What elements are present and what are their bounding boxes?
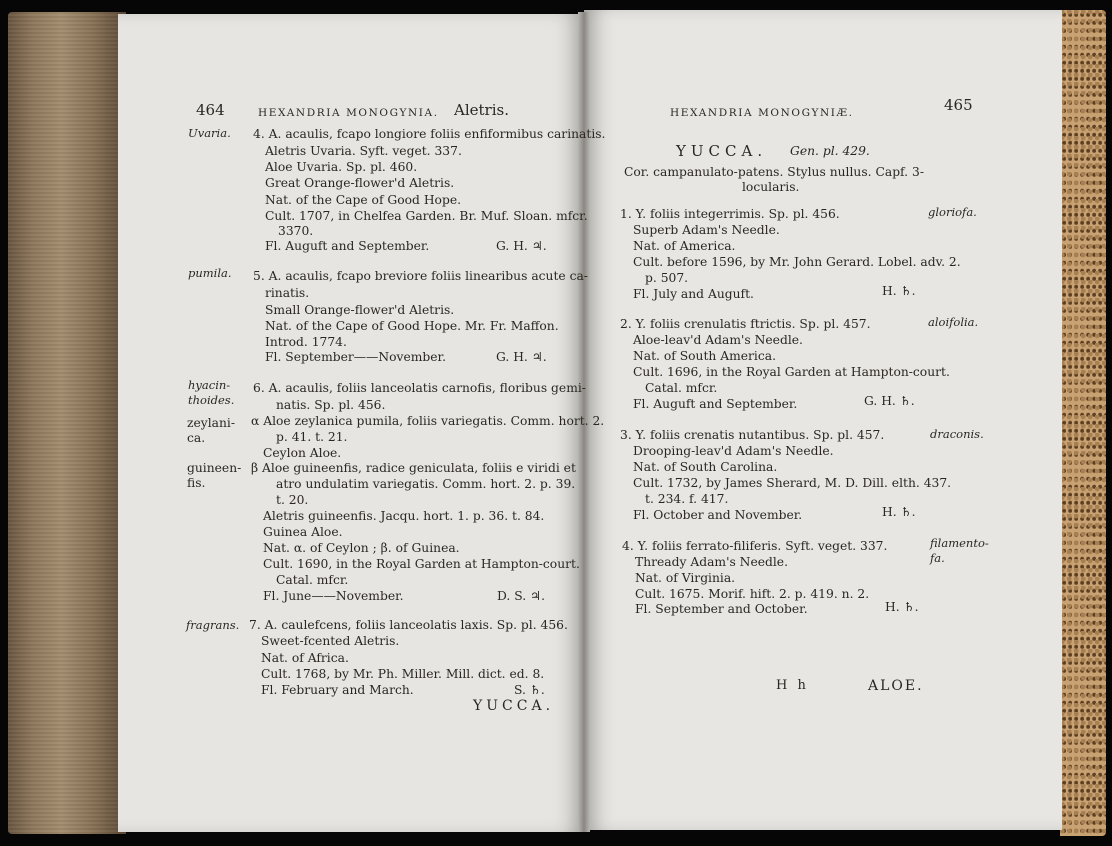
book-edge-right <box>1060 10 1106 836</box>
entry-line: 2. Y. foliis crenulatis ftrictis. Sp. pl. 457. <box>620 317 871 331</box>
flowering-line: Fl. Auguft and September. <box>265 239 430 253</box>
margin-label: fragrans. <box>186 618 240 632</box>
habitat-symbol: S. ♄. <box>514 683 545 697</box>
entry-line: Cult. 1768, by Mr. Ph. Miller. Mill. dict. ed. 8. <box>261 667 545 681</box>
page-number: 465 <box>944 96 973 114</box>
catch-word: YUCCA. <box>473 698 555 714</box>
entry-line: t. 234. f. 417. <box>645 492 729 506</box>
entry-line: Nat. of South Carolina. <box>633 460 778 474</box>
entry-line: Nat. of Africa. <box>261 651 349 665</box>
entry-line: 7. A. caulefcens, foliis lanceolatis laxis. Sp. pl. 456. <box>249 618 568 632</box>
entry-line: Aletris Uvaria. Syft. veget. 337. <box>265 144 462 158</box>
margin-label: Uvaria. <box>188 126 231 140</box>
flowering-line: Fl. October and November. <box>633 508 803 522</box>
catch-word: ALOE. <box>868 678 924 694</box>
flowering-line: Fl. September——November. <box>265 350 446 364</box>
flowering-line: Fl. September and October. <box>635 602 808 616</box>
margin-label: pumila. <box>188 266 232 280</box>
entry-line: α Aloe zeylanica pumila, foliis variegatis. Comm. hort. 2. <box>251 414 605 428</box>
entry-line: Cult. 1675. Morif. hift. 2. p. 419. n. 2. <box>635 587 870 601</box>
entry-line: Ceylon Aloe. <box>263 446 342 460</box>
entry-line: Catal. mfcr. <box>276 573 349 587</box>
entry-line: 3. Y. foliis crenatis nutantibus. Sp. pl. 457. <box>620 428 885 442</box>
margin-label: aloifolia. <box>928 315 979 329</box>
flowering-line: Fl. June——November. <box>263 589 404 603</box>
flowering-line: Fl. Auguft and September. <box>633 397 798 411</box>
entry-line: p. 507. <box>645 271 689 285</box>
habitat-symbol: G. H. ♃. <box>496 239 547 253</box>
entry-line: Cult. before 1596, by Mr. John Gerard. Lobel. adv. 2. <box>633 255 961 269</box>
entry-line: 3370. <box>278 224 314 238</box>
entry-line: rinatis. <box>265 286 310 300</box>
genus-reference: Gen. pl. 429. <box>790 144 870 158</box>
margin-label: draconis. <box>930 427 984 441</box>
flowering-line: Fl. July and Auguft. <box>633 287 754 301</box>
entry-line: Catal. mfcr. <box>645 381 718 395</box>
running-header: HEXANDRIA MONOGYNIÆ. <box>670 107 854 119</box>
entry-line: Nat. α. of Ceylon ; β. of Guinea. <box>263 541 460 555</box>
margin-label: hyacin- <box>188 378 231 392</box>
entry-line: Cult. 1696, in the Royal Garden at Hampton-court. <box>633 365 950 379</box>
right-page <box>584 10 1062 830</box>
entry-line: Cult. 1690, in the Royal Garden at Hampton-court. <box>263 557 580 571</box>
margin-label: thoides. <box>188 393 235 407</box>
margin-label: ca. <box>187 431 206 445</box>
margin-label: filamento- <box>930 536 989 550</box>
generic-character: Cor. campanulato-patens. Stylus nullus. Capf. 3- <box>624 165 924 179</box>
entry-line: Nat. of South America. <box>633 349 776 363</box>
habitat-symbol: G. H. ♄. <box>864 394 915 408</box>
entry-line: p. 41. t. 21. <box>276 430 348 444</box>
entry-line: Introd. 1774. <box>265 335 347 349</box>
habitat-symbol: H. ♄. <box>882 505 916 519</box>
entry-line: t. 20. <box>276 493 309 507</box>
genus-title: YUCCA. <box>676 142 768 160</box>
entry-line: Nat. of Virginia. <box>635 571 736 585</box>
book-edge-left <box>8 12 126 834</box>
signature-mark: H h <box>776 678 809 693</box>
entry-line: Small Orange-flower'd Aletris. <box>265 303 455 317</box>
entry-line: Drooping-leav'd Adam's Needle. <box>633 444 834 458</box>
habitat-symbol: G. H. ♃. <box>496 350 547 364</box>
running-header-genus: Aletris. <box>454 101 509 119</box>
margin-label: guineen- <box>187 461 242 475</box>
habitat-symbol: H. ♄. <box>882 284 916 298</box>
entry-line: 4. A. acaulis, fcapo longiore foliis enfiformibus carinatis. <box>253 127 606 141</box>
entry-line: Nat. of America. <box>633 239 736 253</box>
margin-label: gloriofa. <box>928 205 977 219</box>
entry-line: Great Orange-flower'd Aletris. <box>265 176 455 190</box>
entry-line: 1. Y. foliis integerrimis. Sp. pl. 456. <box>620 207 840 221</box>
entry-line: Nat. of the Cape of Good Hope. Mr. Fr. Maffon. <box>265 319 559 333</box>
entry-line: Aloe Uvaria. Sp. pl. 460. <box>265 160 418 174</box>
entry-line: Cult. 1707, in Chelfea Garden. Br. Muf. Sloan. mfcr. <box>265 209 588 223</box>
entry-line: natis. Sp. pl. 456. <box>276 398 386 412</box>
entry-line: Guinea Aloe. <box>263 525 343 539</box>
entry-line: β Aloe guineenfis, radice geniculata, foliis e viridi et <box>251 461 576 475</box>
entry-line: Thready Adam's Needle. <box>635 555 788 569</box>
entry-line: Aletris guineenfis. Jacqu. hort. 1. p. 36. t. 84. <box>263 509 545 523</box>
entry-line: 4. Y. foliis ferrato-filiferis. Syft. veget. 337. <box>622 539 888 553</box>
margin-label: zeylani- <box>187 416 235 430</box>
margin-label: fa. <box>930 551 945 565</box>
entry-line: 6. A. acaulis, foliis lanceolatis carnofis, floribus gemi- <box>253 381 586 395</box>
habitat-symbol: D. S. ♃. <box>497 589 545 603</box>
generic-character: locularis. <box>742 180 800 194</box>
entry-line: atro undulatim variegatis. Comm. hort. 2. p. 39. <box>276 477 576 491</box>
margin-label: fis. <box>187 476 206 490</box>
running-header: HEXANDRIA MONOGYNIA. <box>258 107 439 119</box>
entry-line: Aloe-leav'd Adam's Needle. <box>633 333 803 347</box>
entry-line: Cult. 1732, by James Sherard, M. D. Dill. elth. 437. <box>633 476 952 490</box>
entry-line: 5. A. acaulis, fcapo breviore foliis linearibus acute ca- <box>253 269 588 283</box>
entry-line: Superb Adam's Needle. <box>633 223 780 237</box>
page-number: 464 <box>196 101 225 119</box>
entry-line: Nat. of the Cape of Good Hope. <box>265 193 462 207</box>
flowering-line: Fl. February and March. <box>261 683 414 697</box>
habitat-symbol: H. ♄. <box>885 600 919 614</box>
entry-line: Sweet-fcented Aletris. <box>261 634 400 648</box>
